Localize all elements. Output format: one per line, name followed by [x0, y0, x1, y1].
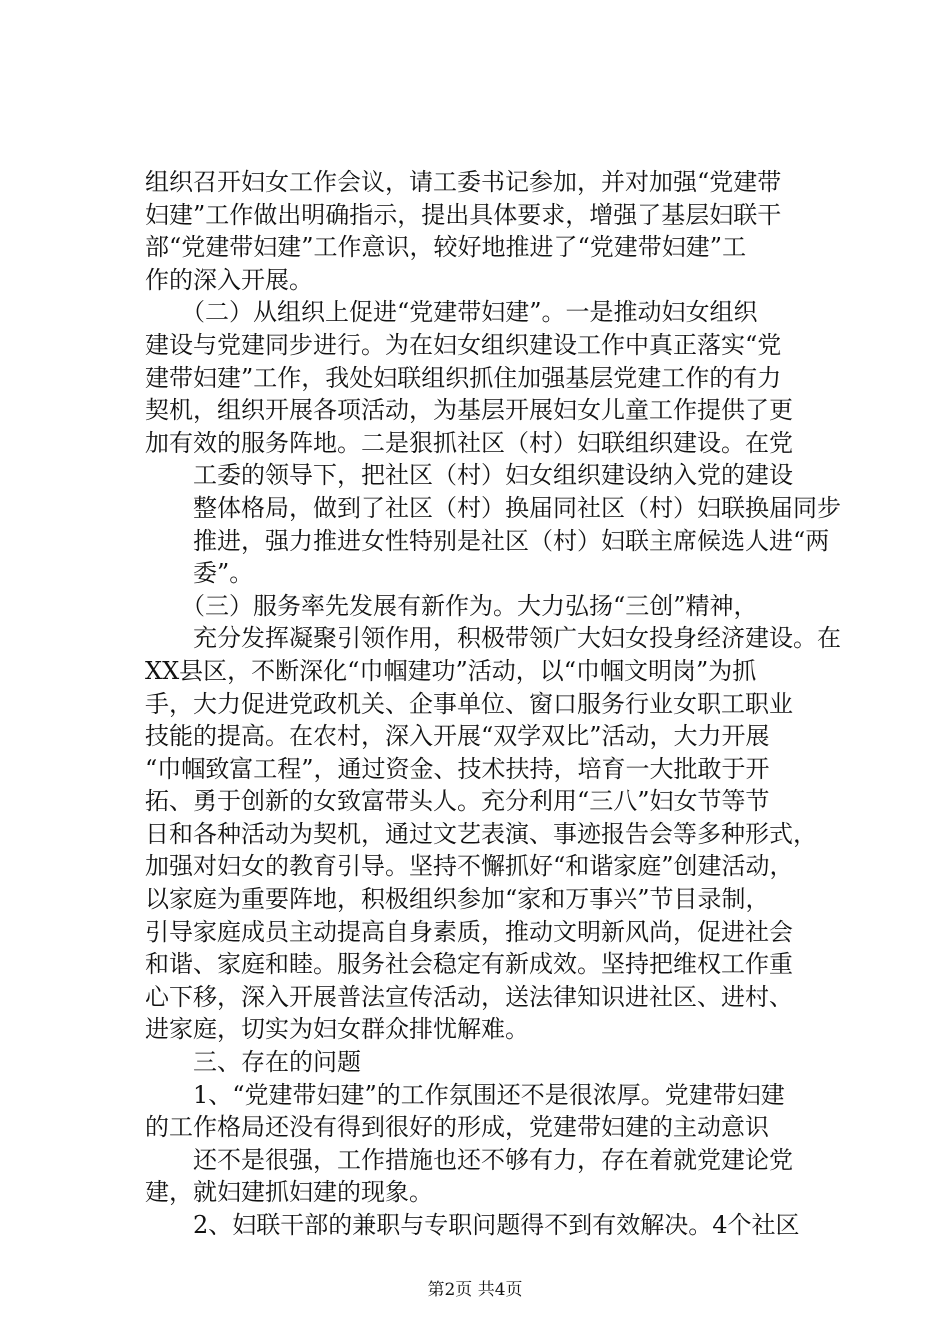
text-line: 作的深入开展。: [145, 265, 313, 294]
text-line: 加强对妇女的教育引导。坚持不懈抓好“和谐家庭”创建活动，: [145, 852, 794, 881]
text-line: 进家庭，切实为妇女群众排忧解难。: [145, 1015, 529, 1044]
text-line: 三、存在的问题: [145, 1048, 361, 1077]
text-line: 和谐、家庭和睦。服务社会稳定有新成效。坚持把维权工作重: [145, 950, 793, 979]
text-line: 日和各种活动为契机，通过文艺表演、事迹报告会等多种形式，: [145, 819, 817, 848]
text-line: 推进，强力推进女性特别是社区（村）妇联主席候选人进“两: [145, 526, 830, 555]
text-line: 委”。: [145, 559, 254, 588]
text-line: （二）从组织上促进“党建带妇建”。一是推动妇女组织: [145, 298, 758, 327]
text-line: 2、妇联干部的兼职与专职问题得不到有效解决。4个社区: [145, 1211, 800, 1239]
text-line: （三）服务率先发展有新作为。大力弘扬“三创”精神，: [145, 591, 758, 620]
text-line: 组织召开妇女工作会议，请工委书记参加，并对加强“党建带: [145, 168, 782, 196]
text-line: 手，大力促进党政机关、企事单位、窗口服务行业女职工职业: [145, 689, 793, 718]
text-line: 充分发挥凝聚引领作用，积极带领广大妇女投身经济建设。在: [145, 624, 841, 653]
document-body: [145, 166, 841, 1242]
text-line: 的工作格局还没有得到很好的形成，党建带妇建的主动意识: [145, 1113, 769, 1142]
text-line: XX县区，不断深化“巾帼建功”活动，以“巾帼文明岗”为抓: [145, 656, 757, 685]
text-line: 1、“党建带妇建”的工作氛围还不是很浓厚。党建带妇建: [145, 1080, 785, 1109]
text-line: 以家庭为重要阵地，积极组织参加“家和万事兴”节目录制，: [145, 885, 770, 914]
text-line: 拓、勇于创新的女致富带头人。充分利用“三八”妇女节等节: [145, 787, 770, 816]
text-line: 部“党建带妇建”工作意识，较好地推进了“党建带妇建”工: [145, 233, 747, 262]
text-line: 建，就妇建抓妇建的现象。: [145, 1178, 433, 1207]
text-line: 契机，组织开展各项活动，为基层开展妇女儿童工作提供了更: [145, 396, 793, 425]
text-line: 引导家庭成员主动提高自身素质，推动文明新风尚，促进社会: [145, 917, 793, 946]
text-line: 整体格局，做到了社区（村）换届同社区（村）妇联换届同步: [145, 493, 841, 522]
text-line: 加有效的服务阵地。二是狠抓社区（村）妇联组织建设。在党: [145, 428, 793, 457]
text-line: 建带妇建”工作，我处妇联组织抓住加强基层党建工作的有力: [145, 363, 782, 392]
text-line: 技能的提高。在农村，深入开展“双学双比”活动，大力开展: [145, 722, 770, 751]
page-footer: 第2页 共4页: [427, 1280, 523, 1300]
text-line: 建设与党建同步进行。为在妇女组织建设工作中真正落实“党: [145, 330, 782, 359]
text-line: 工委的领导下，把社区（村）妇女组织建设纳入党的建设: [145, 461, 793, 490]
text-line: 还不是很强，工作措施也还不够有力，存在着就党建论党: [145, 1145, 793, 1174]
text-line: 心下移，深入开展普法宣传活动，送法律知识进社区、进村、: [145, 982, 793, 1011]
text-line: 妇建”工作做出明确指示，提出具体要求，增强了基层妇联干: [145, 200, 782, 229]
text-line: “巾帼致富工程”，通过资金、技术扶持，培育一大批敢于开: [145, 754, 770, 783]
